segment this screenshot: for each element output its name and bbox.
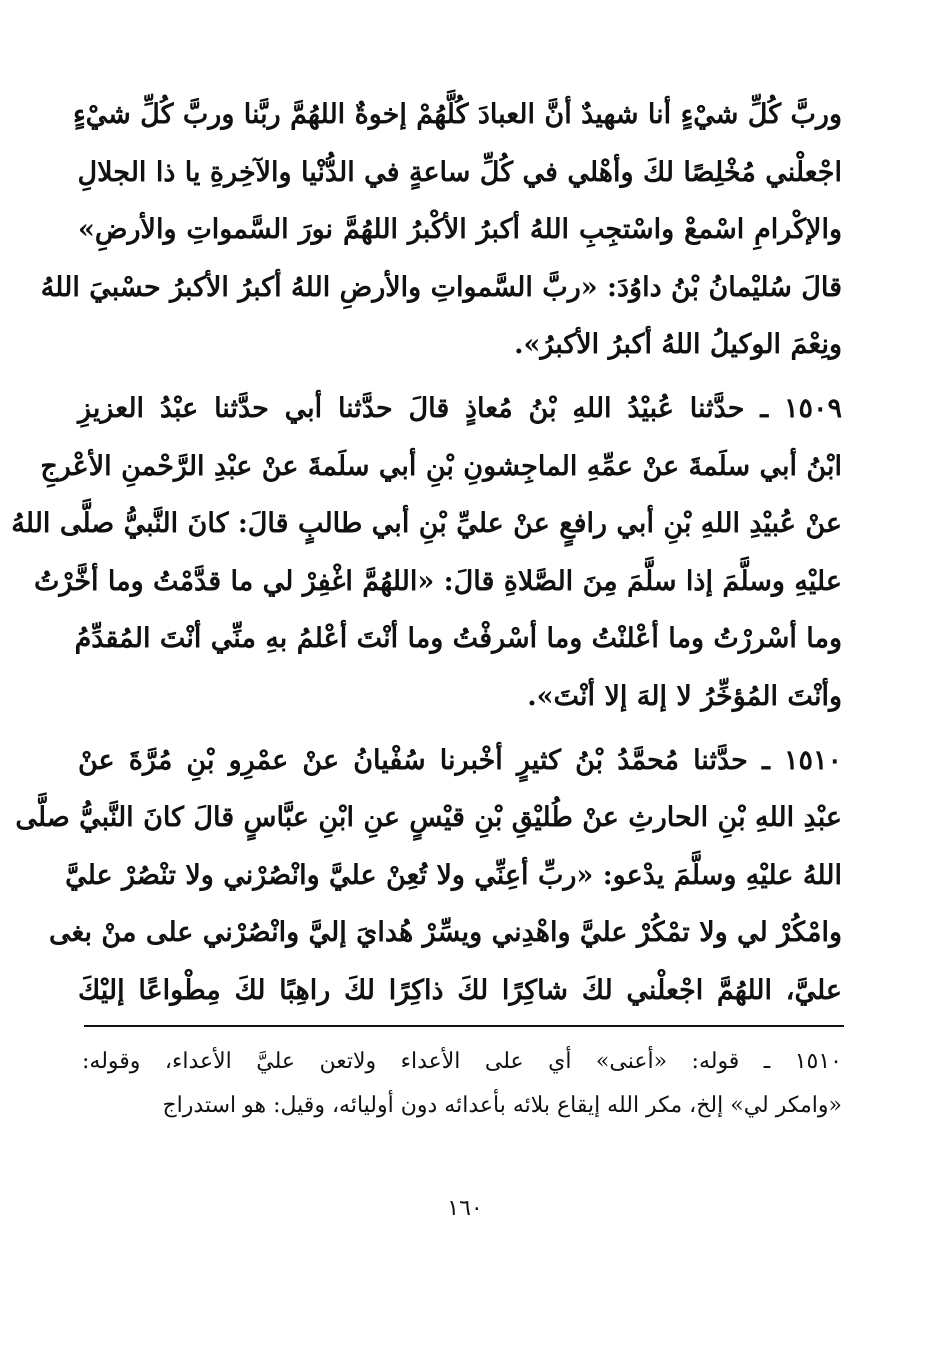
text-line: والإكْرامِ اسْمعْ واسْتجِبِ اللهُ أكبرُ الأكْبرُ اللهُمَّ نورَ السَّمواتِ والأرضِ» bbox=[78, 214, 842, 246]
text-line: ١٥١٠ ـ حدَّثنا مُحمَّدُ بْنُ كثيرٍ أخْبرنا سُفْيانُ عنْ عمْرِو بْنِ مُرَّةَ عنْ bbox=[78, 744, 842, 776]
text-line: عليْهِ وسلَّمَ إذا سلَّمَ مِنَ الصَّلاةِ قالَ: «اللهُمَّ اغْفِرْ لي ما قدَّمْتُ وما أخَّرْتُ bbox=[34, 565, 842, 597]
footnote-section bbox=[82, 1040, 842, 1128]
text-line: وامْكُرْ لي ولا تمْكُرْ عليَّ واهْدِني ويسِّرْ هُدايَ إليَّ وانْصُرْني على منْ بغى bbox=[48, 917, 842, 949]
text-line: اجْعلْني مُخْلِصًا لكَ وأهْلي في كُلِّ ساعةٍ في الدُّنْيا والآخِرةِ يا ذا الجلالِ bbox=[77, 156, 842, 188]
text-line: عبْدِ اللهِ بْنِ الحارثِ عنْ طُليْقِ بْنِ قيْسٍ عنِ ابْنِ عبَّاسٍ قالَ كانَ النَّبيُّ صلَّى bbox=[15, 802, 842, 834]
text-line: ابْنُ أبي سلَمةَ عنْ عمِّهِ الماجِشونِ بْنِ أبي سلَمةَ عنْ عبْدِ الرَّحْمنِ الأعْرجِ bbox=[40, 450, 842, 482]
main-text bbox=[11, 86, 842, 1026]
text-line: وربَّ كُلِّ شيْءٍ أنا شهيدٌ أنَّ العبادَ كُلَّهُمْ إخوةٌ اللهُمَّ ربَّنا وربَّ كُلِّ شيْءٍ bbox=[72, 99, 842, 130]
text-line: اللهُ عليْهِ وسلَّمَ يدْعو: «ربِّ أعِنِّي ولا تُعِنْ عليَّ وانْصُرْني ولا تنْصُرْ عليَّ bbox=[65, 859, 842, 891]
text-line: ونِعْمَ الوكيلُ اللهُ أكبرُ الأكبرُ». bbox=[514, 329, 842, 361]
hadith-1510 bbox=[15, 732, 842, 1020]
page-number: ١٦٠ bbox=[447, 1196, 483, 1221]
footnote-divider bbox=[84, 1025, 844, 1027]
footnote-line: ١٥١٠ ـ قوله: «أعنى» أي على الأعداء ولاتعن عليَّ الأعداء، وقوله: bbox=[82, 1049, 842, 1074]
text-line: قالَ سُليْمانُ بْنُ داوُدَ: «ربَّ السَّمواتِ والأرضِ اللهُ أكبرُ الأكبرُ حسْبيَ اللهُ bbox=[40, 271, 842, 303]
text-line: عليَّ، اللهُمَّ اجْعلْني لكَ شاكِرًا لكَ ذاكِرًا لكَ راهِبًا لكَ مِطْواعًا إليْكَ bbox=[78, 974, 842, 1006]
hadith-1509 bbox=[11, 380, 842, 726]
text-line: ١٥٠٩ ـ حدَّثنا عُبيْدُ اللهِ بْنُ مُعاذٍ قالَ حدَّثنا أبي حدَّثنا عبْدُ العزيزِ bbox=[78, 392, 842, 424]
text-line: وأنْتَ المُؤخِّرُ لا إلهَ إلا أنْتَ». bbox=[527, 680, 842, 712]
text-line: وما أسْررْتُ وما أعْلنْتُ وما أسْرفْتُ وما أنْتَ أعْلمُ بهِ منِّي أنْتَ المُقدِّمُ bbox=[74, 623, 842, 655]
footnote-line: «وامكر لي» إلخ، مكر الله إيقاع بلائه بأعدائه دون أوليائه، وقيل: هو استدراج bbox=[162, 1093, 842, 1118]
text-line: عنْ عُبيْدِ اللهِ بْنِ أبي رافعٍ عنْ عليِّ بْنِ أبي طالبٍ قالَ: كانَ النَّبيُّ صلَّى اللهُ bbox=[11, 508, 842, 540]
paragraph-continuation bbox=[40, 86, 842, 374]
